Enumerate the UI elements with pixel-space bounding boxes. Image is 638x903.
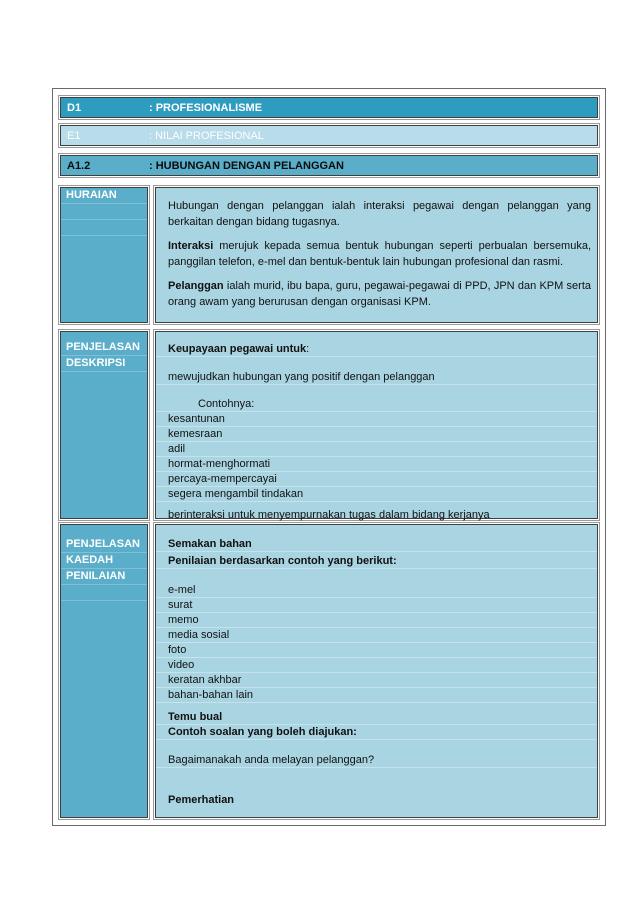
huraian-paragraph [168,278,591,310]
material-item: bahan-bahan lain [156,688,597,703]
deskripsi-heading [156,342,597,357]
header-e1-title: : NILAI PROFESIONAL [149,130,264,142]
heading-text: Keupayaan pegawai untuk [168,343,307,355]
material-item: video [156,658,597,673]
material-item: foto [156,643,597,658]
definition-pelanggan: ialah murid, ibu bapa, guru, pegawai-pegawai di PPD, JPN dan KPM serta orang awam yang berurusan dengan organisasi KPM. [168,280,591,308]
label-line: KAEDAH [61,553,147,569]
definition-interaksi: merujuk kepada semua bentuk hubungan seperti perbualan bersemuka, panggilan telefon, e-mel dan bentuk-bentuk lain hubungan profesional dan rasmi. [168,240,591,268]
material-item: keratan akhbar [156,673,597,688]
temu-bual-title: Temu bual [156,710,597,725]
label-spacer [61,585,147,601]
semakan-subtitle: Penilaian berdasarkan contoh yang berikut: [156,554,597,569]
penjelasan-deskripsi-label-cell [60,331,148,519]
example-item: adil [156,442,597,457]
deskripsi-item: berinteraksi untuk menyempurnakan tugas dalam bidang kerjanya [168,509,490,521]
term-pelanggan: Pelanggan [168,280,224,292]
huraian-paragraph [168,238,591,270]
material-item: memo [156,613,597,628]
label-line: PENILAIAN [61,569,147,585]
penjelasan-deskripsi-content [155,331,598,519]
header-a12 [60,155,598,176]
header-d1-title: : PROFESIONALISME [149,102,263,114]
temu-bual-subtitle: Contoh soalan yang boleh diajukan: [156,725,597,740]
label-line: PENJELASAN [61,340,147,356]
material-item: media sosial [156,628,597,643]
material-item: surat [156,598,597,613]
deskripsi-item: mewujudkan hubungan yang positif dengan pelanggan [156,370,597,385]
example-item: segera mengambil tindakan [156,487,597,502]
example-item: hormat-menghormati [156,457,597,472]
example-item: kesantunan [156,412,597,427]
heading-suffix: : [306,343,310,355]
label-line: DESKRIPSI [61,356,147,372]
term-interaksi: Interaksi [168,240,214,252]
header-e1-code: E1 [67,130,81,142]
header-a12-title: : HUBUNGAN DENGAN PELANGGAN [149,160,344,172]
header-e1 [60,125,598,146]
huraian-content [155,187,598,323]
label-line: PENJELASAN [61,537,147,553]
question-item: Bagaimanakah anda melayan pelanggan? [156,753,597,768]
label-spacer [61,220,147,236]
penjelasan-kaedah-label-cell [60,524,148,818]
examples-label: Contohnya: [156,397,597,412]
example-item: percaya-mempercayai [156,472,597,487]
label-spacer [61,204,147,220]
semakan-title: Semakan bahan [156,537,597,552]
header-d1 [60,97,598,118]
penjelasan-kaedah-content [155,524,598,818]
header-d1-code: D1 [67,102,82,114]
huraian-label: HURAIAN [61,188,147,204]
huraian-paragraph: Hubungan dengan pelanggan ialah interaksi pegawai dengan pelanggan yang berkaitan dengan bidang tugasnya. [168,200,591,228]
pemerhatian-title: Pemerhatian [168,794,235,806]
header-a12-code: A1.2 [67,160,91,172]
huraian-label-cell [60,187,148,323]
example-item: kemesraan [156,427,597,442]
material-item: e-mel [156,583,597,598]
